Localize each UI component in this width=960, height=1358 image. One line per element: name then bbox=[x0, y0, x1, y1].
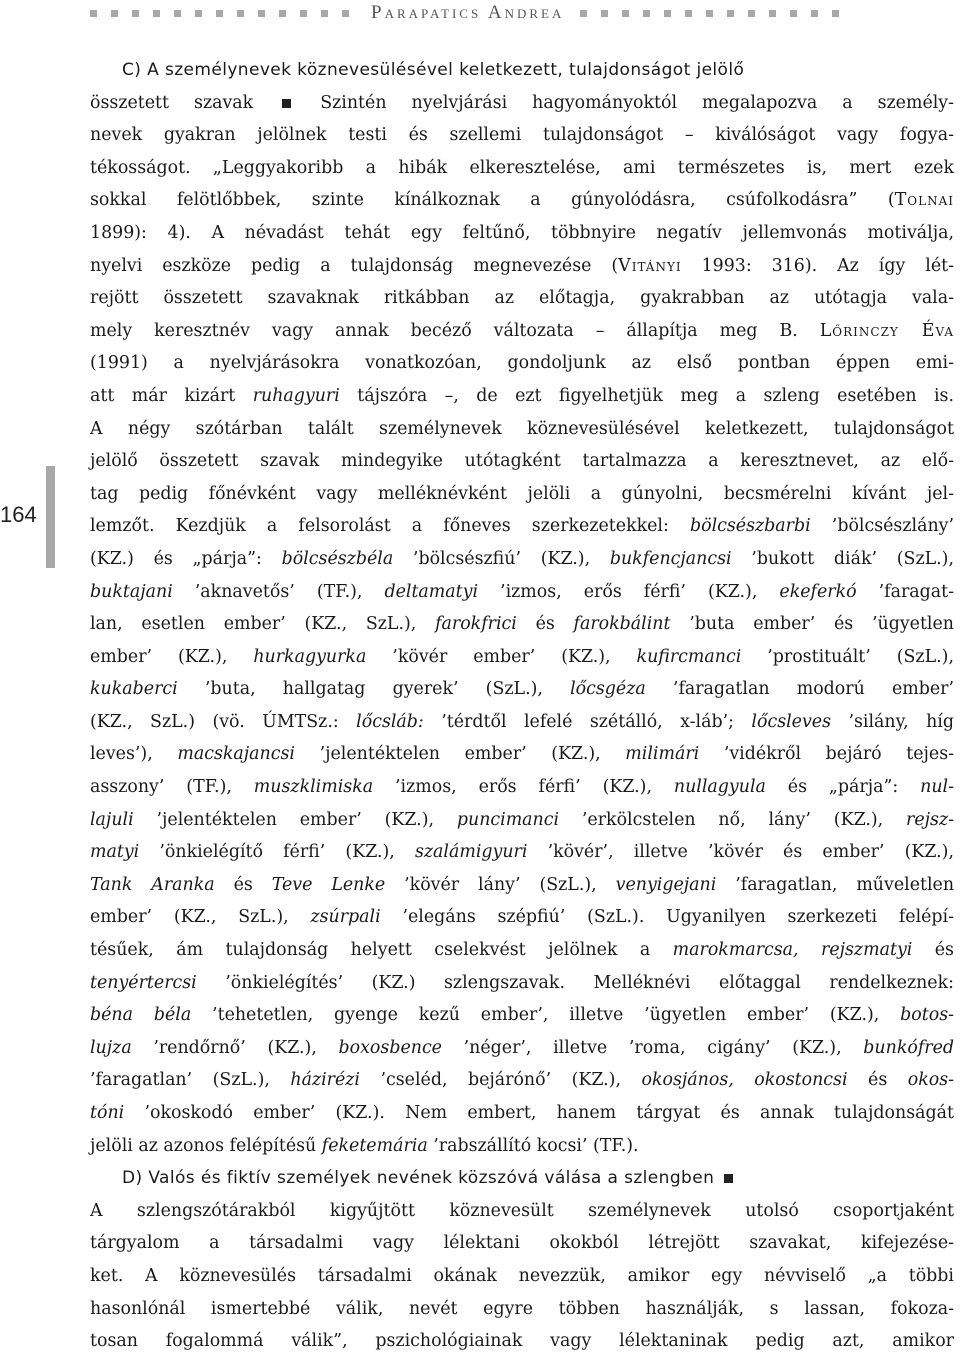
text-line: jelöli az azonos felépítésű feketemária ’rabszállító kocsi’ (TF.). bbox=[90, 1135, 639, 1156]
text-line: béna béla ’tehetetlen, gyenge kezű ember’, illetve ’ügyetlen ember’ (KZ.), botos- bbox=[90, 1005, 955, 1026]
text-line: asszony’ (TF.), muszklimiska ’izmos, erős férfi’ (KZ.), nullagyula és „párja”: nul- bbox=[90, 777, 954, 798]
page-number-bar bbox=[46, 466, 55, 568]
bullet-icon bbox=[282, 99, 291, 108]
text-line: leves’), macskajancsi ’jelentéktelen ember’ (KZ.), milimári ’vidékről bejáró tejes- bbox=[90, 744, 955, 765]
text-line: (KZ., SzL.) (vö. ÚMTSz.: lőcsláb: ’térdtől lefelé szétálló, x-láb’; lőcsleves ’silány, híg bbox=[90, 711, 954, 732]
page-number: 164 bbox=[0, 502, 37, 527]
text-line: Tank Aranka és Teve Lenke ’kövér lány’ (SzL.), venyigejani ’faragatlan, műveletlen bbox=[90, 874, 955, 895]
text-line: (KZ.) és „párja”: bölcsészbéla ’bölcsészfiú’ (KZ.), bukfencjancsi ’bukott diák’ (SzL.), bbox=[90, 548, 954, 569]
header-author: Parapatics Andrea bbox=[371, 2, 565, 23]
text-line: A szlengszótárakból kigyűjtött köznevesült személynevek utolsó csoportjaként bbox=[90, 1200, 954, 1221]
text-line: lujza ’rendőrnő’ (KZ.), boxosbence ’néger’, illetve ’roma, cigány’ (KZ.), bunkófred bbox=[90, 1037, 954, 1058]
running-header bbox=[90, 0, 960, 26]
text-line: tésűek, ám tulajdonság helyett cselekvést jelölnek a marokmarcsa, rejszmatyi és bbox=[90, 940, 954, 961]
bullet-icon bbox=[724, 1174, 733, 1183]
text-line: matyi ’önkielégítő férfi’ (KZ.), szalámigyuri ’kövér’, illetve ’kövér és ember’ (KZ.), bbox=[90, 842, 954, 863]
text-line: lemzőt. Kezdjük a felsorolást a főneves szerkezetekkel: bölcsészbarbi ’bölcsészlány’ bbox=[90, 516, 955, 537]
section-c-heading: C) A személynevek köznevesülésével keletkezett, tulajdonságot jelölő bbox=[122, 60, 745, 80]
text-line: (1991) a nyelvjárásokra vonatkozóan, gondoljunk az első pontban éppen emi- bbox=[90, 353, 954, 374]
text-line: hasonlónál ismertebbé válik, nevét egyre többen használják, s lassan, fokoza- bbox=[90, 1298, 954, 1319]
text-line: rejött összetett szavaknak ritkábban az előtagja, gyakrabban az utótagja vala- bbox=[90, 288, 954, 309]
header-decoration-left bbox=[90, 10, 349, 17]
text-line: ember’ (KZ., SzL.), zsúrpali ’elegáns szépfiú’ (SzL.). Ugyanilyen szerkezeti felépí- bbox=[90, 907, 954, 928]
text-line: nevek gyakran jelölnek testi és szellemi tulajdonságot – kiválóságot vagy fogya- bbox=[90, 125, 954, 146]
text-line: tosan fogalommá válik”, pszichológiainak vagy lélektaninak pedig azt, amikor bbox=[90, 1331, 954, 1352]
body-text bbox=[90, 54, 954, 1358]
text-line: lajuli ’jelentéktelen ember’ (KZ.), puncimanci ’erkölcstelen nő, lány’ (KZ.), rejsz- bbox=[90, 809, 954, 830]
text-line: sokkal felötlőbbek, szinte kínálkoznak a gúnyolódásra, csúfolkodásra” (Tolnai bbox=[90, 190, 954, 211]
text-line: lan, esetlen ember’ (KZ., SzL.), farokfrici és farokbálint ’buta ember’ és ’ügyetlen bbox=[90, 614, 954, 635]
text-line: összetett szavak Szintén nyelvjárási hagyományoktól megalapozva a személy- bbox=[90, 92, 955, 113]
text-line: A négy szótárban talált személynevek köznevesülésével keletkezett, tulajdonságot bbox=[90, 418, 954, 439]
text-line: tóni ’okoskodó ember’ (KZ.). Nem embert, hanem tárgyat és annak tulajdonságát bbox=[90, 1103, 954, 1123]
text-line: jelölő összetett szavak mindegyike utótagként tartalmazza a keresztnevet, az elő- bbox=[90, 451, 954, 472]
text-line: ’faragatlan’ (SzL.), házirézi ’cseléd, bejárónő’ (KZ.), okosjános, okostoncsi és okos- bbox=[90, 1070, 955, 1091]
text-line: tenyértercsi ’önkielégítés’ (KZ.) szlengszavak. Melléknévi előtaggal rendelkeznek: bbox=[90, 972, 954, 993]
text-line: kukaberci ’buta, hallgatag gyerek’ (SzL.), lőcsgéza ’faragatlan modorú ember’ bbox=[90, 679, 954, 700]
text-line: tárgyalom a társadalmi vagy lélektani okokból létrejött szavakat, kifejezése- bbox=[90, 1233, 954, 1254]
text-line: tag pedig főnévként vagy melléknévként jelöli a gúnyolni, becsmérelni kívánt jel- bbox=[90, 483, 954, 504]
section-d-heading: D) Valós és fiktív személyek nevének közszóvá válása a szlengben bbox=[90, 1162, 954, 1195]
text-line: mely keresztnév vagy annak becéző változata – állapítja meg B. Lőrinczy Éva bbox=[90, 320, 954, 341]
text-line: att már kizárt ruhagyuri tájszóra –, de ezt figyelhetjük meg a szleng esetében is. bbox=[90, 385, 954, 406]
page-number-marker bbox=[0, 466, 86, 568]
text-line: buktajani ’aknavetős’ (TF.), deltamatyi ’izmos, erős férfi’ (KZ.), ekeferkó ’faragat- bbox=[90, 581, 954, 602]
text-line: 1899): 4). A névadást tehát egy feltűnő, többnyire negatív jellemvonás motiválja, bbox=[90, 222, 954, 243]
text-line: tékosságot. „Leggyakoribb a hibák elkeresztelése, ami természetes is, mert ezek bbox=[90, 157, 954, 178]
text-line: nyelvi eszköze pedig a tulajdonság megnevezése (Vitányi 1993: 316). Az így lét- bbox=[90, 255, 954, 276]
text-line: ket. A köznevesülés társadalmi okának nevezzük, amikor egy névviselő „a többi bbox=[90, 1265, 954, 1286]
header-decoration-right bbox=[580, 10, 839, 17]
text-line: ember’ (KZ.), hurkagyurka ’kövér ember’ (KZ.), kufircmanci ’prostituált’ (SzL.), bbox=[90, 646, 954, 667]
